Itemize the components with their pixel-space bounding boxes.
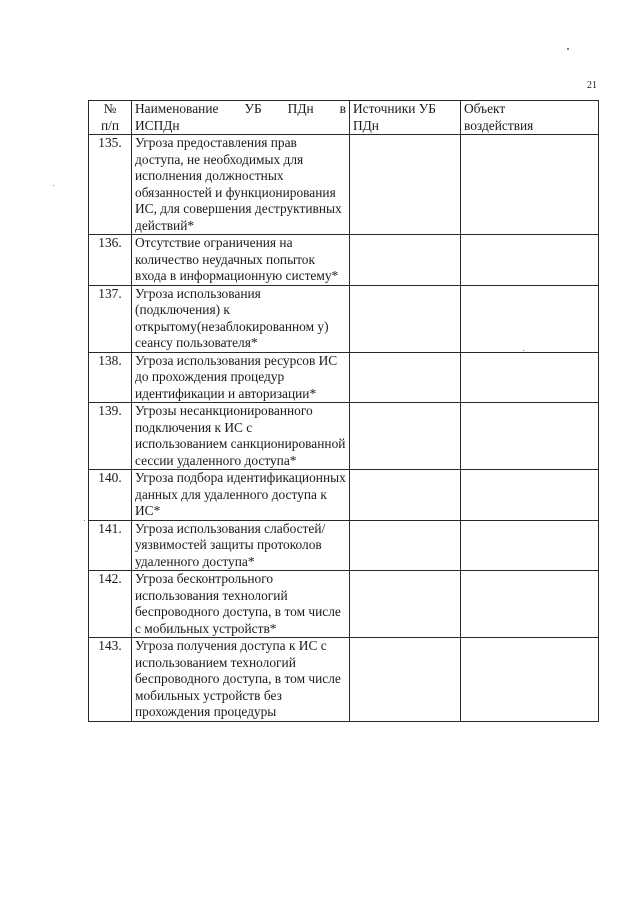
threat-object bbox=[461, 571, 599, 638]
row-number: 143. bbox=[89, 638, 132, 722]
threat-source bbox=[350, 235, 461, 286]
threat-source bbox=[350, 470, 461, 521]
column-header-name bbox=[132, 101, 350, 135]
header-text: Источники УБ bbox=[353, 101, 436, 116]
row-number: 137. bbox=[89, 285, 132, 352]
row-number: 140. bbox=[89, 470, 132, 521]
threat-name: Угроза бесконтрольного использования технологий беспроводного доступа, в том числе с мобильных устройств* bbox=[132, 571, 350, 638]
row-number: 135. bbox=[89, 135, 132, 235]
threat-object bbox=[461, 135, 599, 235]
threat-object bbox=[461, 638, 599, 722]
column-header-object bbox=[461, 101, 599, 135]
row-number: 141. bbox=[89, 520, 132, 571]
table-row bbox=[89, 135, 599, 235]
threat-object bbox=[461, 352, 599, 403]
page-number: 21 bbox=[587, 80, 597, 91]
threat-source bbox=[350, 135, 461, 235]
header-text: п/п bbox=[100, 117, 120, 133]
header-text: Наименование УБ ПДн в bbox=[135, 101, 346, 116]
threat-name: Угроза подбора идентификационных данных для удаленного доступа к ИС* bbox=[132, 470, 350, 521]
table-row bbox=[89, 403, 599, 470]
threat-source bbox=[350, 352, 461, 403]
row-number: 136. bbox=[89, 235, 132, 286]
scan-speck bbox=[53, 185, 54, 186]
threat-source bbox=[350, 403, 461, 470]
threat-name: Угроза использования слабостей/уязвимостей защиты протоколов удаленного доступа* bbox=[132, 520, 350, 571]
table-row bbox=[89, 520, 599, 571]
threat-source bbox=[350, 285, 461, 352]
threat-object bbox=[461, 403, 599, 470]
threat-object bbox=[461, 520, 599, 571]
header-text: Объект bbox=[464, 101, 506, 116]
threat-source bbox=[350, 571, 461, 638]
threat-name: Угрозы несанкционированного подключения к ИС с использованием санкционированной сессии удаленного доступа* bbox=[132, 403, 350, 470]
header-text: ПДн bbox=[353, 117, 379, 133]
table-row bbox=[89, 571, 599, 638]
column-header-source bbox=[350, 101, 461, 135]
table-row bbox=[89, 352, 599, 403]
scan-speck bbox=[567, 48, 569, 50]
table-row bbox=[89, 470, 599, 521]
threats-table bbox=[88, 100, 599, 722]
row-number: 139. bbox=[89, 403, 132, 470]
threat-name: Угроза использования (подключения) к открытому(незаблокированном у) сеансу пользователя* bbox=[132, 285, 350, 352]
threat-source bbox=[350, 520, 461, 571]
table-header-row bbox=[89, 101, 599, 135]
row-number: 138. bbox=[89, 352, 132, 403]
threat-object bbox=[461, 285, 599, 352]
header-text: воздействия bbox=[464, 117, 534, 133]
threat-name: Отсутствие ограничения на количество неудачных попыток входа в информационную систему* bbox=[132, 235, 350, 286]
table-row bbox=[89, 638, 599, 722]
column-header-number bbox=[89, 101, 132, 135]
threat-object bbox=[461, 470, 599, 521]
threat-object bbox=[461, 235, 599, 286]
header-text: ИСПДн bbox=[135, 117, 180, 133]
scan-speck bbox=[84, 520, 85, 521]
table-row bbox=[89, 235, 599, 286]
threat-name: Угроза использования ресурсов ИС до прохождения процедур идентификации и авторизации* bbox=[132, 352, 350, 403]
header-text: № bbox=[103, 101, 117, 116]
threat-source bbox=[350, 638, 461, 722]
threat-name: Угроза предоставления прав доступа, не необходимых для исполнения должностных обязанностей и функционирования ИС, для совершения деструктивных действий* bbox=[132, 135, 350, 235]
table-row bbox=[89, 285, 599, 352]
threat-name: Угроза получения доступа к ИС с использованием технологий беспроводного доступа, в том числе мобильных устройств без прохождения процедуры bbox=[132, 638, 350, 722]
row-number: 142. bbox=[89, 571, 132, 638]
